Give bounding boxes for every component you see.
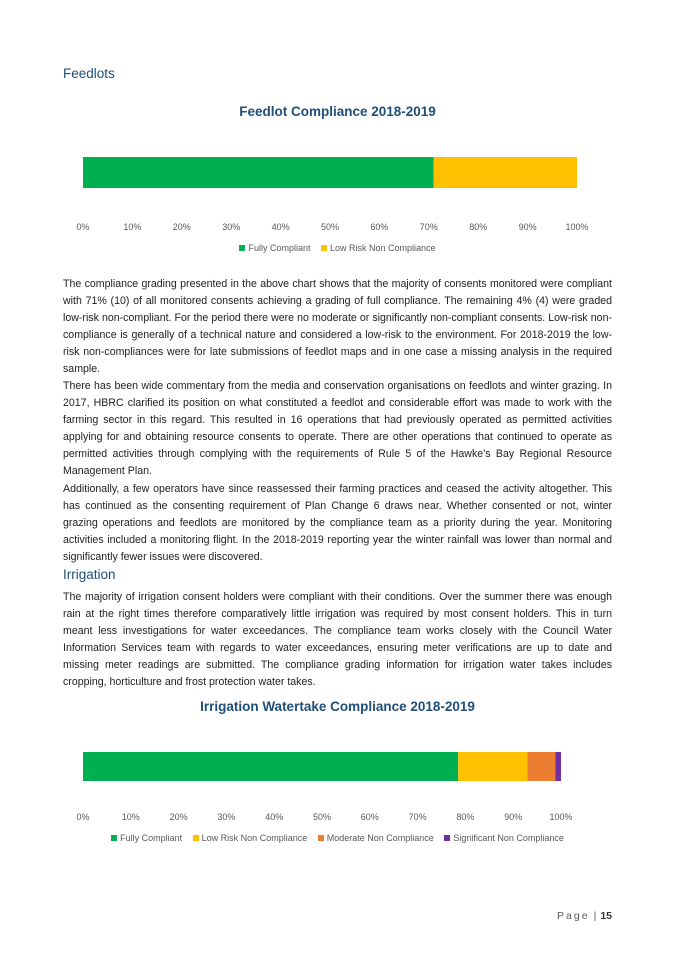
x-tick-label: 20% — [169, 812, 188, 822]
irrigation-paragraph-1: The majority of irrigation consent holders were compliant with their conditions. Over the summer there was enough rain at the right times therefore comparatively little irrigation was required by most consent holders. This in turn meant less investigations for water exceedances. The compliance team works closely with the Council Water Information Services team with regards to water exceedances, ensuring meter verifications are up to date and missing meter readings are submitted. The compliance grading information for irrigation water takes includes cropping, horticulture and frost protection water takes. — [63, 591, 612, 688]
legend-label: Moderate Non Compliance — [326, 833, 434, 843]
x-tick-label: 100% — [549, 812, 573, 822]
legend-label: Low Risk Non Compliance — [201, 833, 308, 843]
x-tick-label: 90% — [504, 812, 523, 822]
bar-segment-low-risk-non-compliance — [458, 752, 527, 781]
x-tick-label: 100% — [565, 222, 589, 232]
feedlots-paragraph-1: The compliance grading presented in the above chart shows that the majority of consents monitored were compliant with 71% (10) of all monitored consents achieving a grading of full compliance. The remaining 4% (4) were graded low-risk non-compliant. For the period there were no moderate or significantly non-compliant consents. Low-risk non-compliance is generally of a technical nature and considered a low-risk to the environment. For 2018-2019 the low-risk non-compliances were for late submissions of feedlot maps and in one case a missing analysis in the required sample. — [63, 278, 612, 375]
feedlots-heading: Feedlots — [63, 66, 115, 81]
legend-item-moderate — [318, 833, 434, 843]
legend-label: Low Risk Non Compliance — [330, 243, 436, 253]
x-tick-label: 60% — [370, 222, 389, 232]
page-label: Page — [557, 910, 590, 922]
x-tick-label: 70% — [419, 222, 438, 232]
page-number: 15 — [600, 910, 612, 922]
legend-swatch — [193, 835, 199, 841]
irrigation-chart-title: Irrigation Watertake Compliance 2018-2019 — [200, 699, 475, 714]
legend-item-low-risk — [193, 833, 308, 843]
legend-label: Fully Compliant — [248, 243, 311, 253]
bar-segment-fully-compliant — [83, 752, 458, 781]
legend-swatch — [111, 835, 117, 841]
feedlot-chart-title: Feedlot Compliance 2018-2019 — [239, 104, 436, 119]
x-tick-label: 80% — [469, 222, 488, 232]
legend-swatch — [444, 835, 450, 841]
x-tick-label: 40% — [265, 812, 284, 822]
legend-item-fully-compliant — [111, 833, 182, 843]
x-tick-label: 20% — [172, 222, 191, 232]
x-tick-label: 50% — [320, 222, 340, 232]
x-tick-label: 70% — [408, 812, 427, 822]
irrigation-chart-legend — [0, 833, 675, 843]
x-tick-label: 50% — [312, 812, 332, 822]
page-footer — [557, 910, 612, 922]
bar-segment-moderate-non-compliance — [528, 752, 556, 781]
x-tick-label: 10% — [123, 222, 142, 232]
bar-segment-significant-non-compliance — [555, 752, 561, 781]
irrigation-heading: Irrigation — [63, 567, 116, 582]
x-tick-label: 0% — [76, 812, 90, 822]
x-tick-label: 0% — [76, 222, 90, 232]
page-separator: | — [593, 910, 597, 922]
x-tick-label: 60% — [360, 812, 379, 822]
legend-label: Significant Non Compliance — [453, 833, 564, 843]
x-tick-label: 40% — [271, 222, 290, 232]
feedlots-paragraph-2: There has been wide commentary from the media and conservation organisations on feedlots and winter grazing. In 2017, HBRC clarified its position on what constituted a feedlot and considerable effort was made to work with the farming sector in this regard. This resulted in 16 operations that had previously operated as permitted activities applying for and obtaining resource consents to operate. There are other operations that continued to operate as permitted activities through complying with the requirements of Rule 5 of the Hawke’s Bay Regional Resource Management Plan. — [63, 380, 612, 477]
legend-label: Fully Compliant — [120, 833, 183, 843]
x-tick-label: 80% — [456, 812, 475, 822]
x-tick-label: 30% — [217, 812, 236, 822]
legend-swatch — [318, 835, 324, 841]
legend-item-significant — [444, 833, 564, 843]
x-tick-label: 30% — [222, 222, 241, 232]
feedlots-paragraph-3: Additionally, a few operators have since reassessed their farming practices and ceased the activity altogether. This has continued as the consenting requirement of Plan Change 6 draws near. Whether consented or not, winter grazing operations and feedlots are monitored by the compliance team as a priority during the year. Monitoring activities included a monitoring flight. In the 2018-2019 reporting year the winter rainfall was lower than normal and significantly fewer issues were discovered. — [63, 483, 612, 563]
x-tick-label: 90% — [518, 222, 537, 232]
x-tick-label: 10% — [121, 812, 140, 822]
